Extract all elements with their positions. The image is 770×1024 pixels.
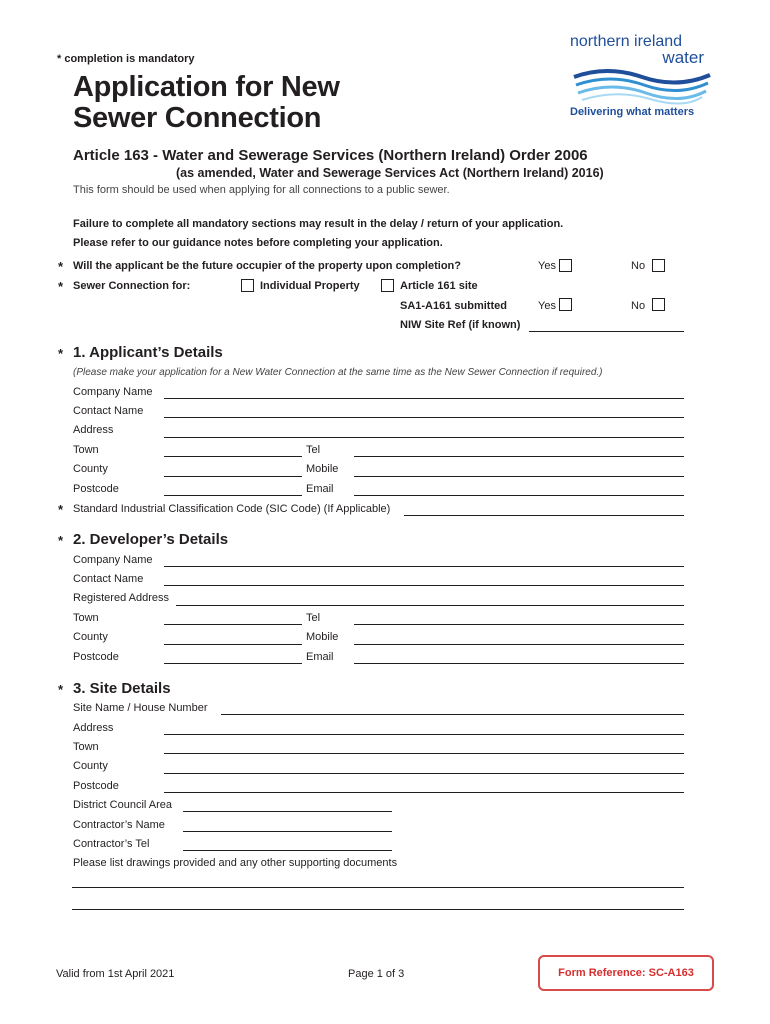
developer-county-field[interactable] — [164, 644, 302, 645]
applicant-contact-field[interactable] — [164, 417, 684, 418]
applicant-postcode-field[interactable] — [164, 495, 302, 496]
site-county-label: County — [73, 760, 108, 772]
contractor-tel-field[interactable] — [183, 850, 392, 851]
applicant-company-field[interactable] — [164, 398, 684, 399]
logo-line-1: northern ireland — [570, 33, 683, 50]
warning-text-2: Please refer to our guidance notes before completing your application. — [73, 237, 443, 249]
applicant-address-label: Address — [73, 424, 114, 436]
individual-property-label: Individual Property — [260, 280, 360, 292]
developer-mobile-field[interactable] — [354, 644, 684, 645]
niw-ref-field[interactable] — [529, 331, 684, 332]
developer-tel-field[interactable] — [354, 624, 684, 625]
article-heading: Article 163 - Water and Sewerage Services (Northern Ireland) Order 2006 — [73, 147, 588, 164]
applicant-email-label: Email — [306, 483, 334, 495]
applicant-email-field[interactable] — [354, 495, 684, 496]
drawings-field-line-1[interactable] — [72, 887, 684, 888]
developer-tel-label: Tel — [306, 612, 321, 624]
article-161-checkbox[interactable] — [381, 279, 394, 292]
sa1-yes-checkbox[interactable] — [559, 298, 572, 311]
mandatory-note: * completion is mandatory — [57, 53, 195, 65]
mandatory-star: * — [58, 502, 64, 517]
occupier-no-label: No — [631, 260, 646, 272]
form-reference-box — [538, 955, 714, 991]
applicant-mobile-field[interactable] — [354, 476, 684, 477]
sic-label: Standard Industrial Classification Code (SIC Code) (If Applicable) — [73, 503, 391, 515]
applicant-county-field[interactable] — [164, 476, 302, 477]
drawings-field-line-2[interactable] — [72, 909, 684, 910]
developer-mobile-label: Mobile — [306, 631, 339, 643]
title-line-1: Application for New — [73, 71, 340, 103]
form-reference: Form Reference: SC-A163 — [558, 967, 694, 979]
developer-contact-field[interactable] — [164, 585, 684, 586]
title-line-2: Sewer Connection — [73, 102, 322, 134]
page-number: Page 1 of 3 — [348, 968, 405, 980]
site-town-field[interactable] — [164, 753, 684, 754]
sa1-no-label: No — [631, 300, 646, 312]
niw-ref-label: NIW Site Ref (if known) — [400, 319, 521, 331]
site-name-label: Site Name / House Number — [73, 702, 208, 714]
sic-field[interactable] — [404, 515, 684, 516]
council-label: District Council Area — [73, 799, 173, 811]
sa1-yes-label: Yes — [538, 300, 556, 312]
section-3-title: 3. Site Details — [73, 680, 171, 697]
developer-town-label: Town — [73, 612, 99, 624]
developer-contact-label: Contact Name — [73, 573, 144, 585]
occupier-no-checkbox[interactable] — [652, 259, 665, 272]
ni-water-logo — [566, 33, 716, 123]
developer-email-field[interactable] — [354, 663, 684, 664]
applicant-tel-label: Tel — [306, 444, 321, 456]
site-address-field[interactable] — [164, 734, 684, 735]
applicant-mobile-label: Mobile — [306, 463, 339, 475]
contractor-tel-label: Contractor’s Tel — [73, 838, 150, 850]
site-postcode-label: Postcode — [73, 780, 119, 792]
section-2-title: 2. Developer’s Details — [73, 531, 229, 548]
developer-company-field[interactable] — [164, 566, 684, 567]
developer-postcode-label: Postcode — [73, 651, 119, 663]
logo-line-2: water — [662, 48, 704, 67]
sa1-no-checkbox[interactable] — [652, 298, 665, 311]
applicant-town-field[interactable] — [164, 456, 302, 457]
individual-property-checkbox[interactable] — [241, 279, 254, 292]
mandatory-star: * — [58, 346, 64, 361]
developer-postcode-field[interactable] — [164, 663, 302, 664]
applicant-contact-label: Contact Name — [73, 405, 144, 417]
sa1-label: SA1-A161 submitted — [400, 300, 507, 312]
applicant-town-label: Town — [73, 444, 99, 456]
article-161-label: Article 161 site — [400, 280, 478, 292]
page-title — [73, 72, 340, 134]
sewer-for-label: Sewer Connection for: — [73, 280, 191, 292]
mandatory-star: * — [58, 259, 64, 274]
mandatory-star: * — [58, 682, 64, 697]
contractor-name-field[interactable] — [183, 831, 392, 832]
mandatory-star: * — [58, 279, 64, 294]
developer-town-field[interactable] — [164, 624, 302, 625]
developer-email-label: Email — [306, 651, 334, 663]
council-field[interactable] — [183, 811, 392, 812]
developer-county-label: County — [73, 631, 108, 643]
wave-icon — [572, 67, 712, 105]
site-county-field[interactable] — [164, 773, 684, 774]
developer-address-field[interactable] — [176, 605, 684, 606]
logo-tagline: Delivering what matters — [570, 106, 695, 118]
drawings-label: Please list drawings provided and any other supporting documents — [73, 857, 398, 869]
warning-text-1: Failure to complete all mandatory sections may result in the delay / return of your application. — [73, 218, 564, 230]
section-1-note: (Please make your application for a New Water Connection at the same time as the New Sewer Connection if required.) — [73, 367, 603, 378]
occupier-yes-checkbox[interactable] — [559, 259, 572, 272]
applicant-postcode-label: Postcode — [73, 483, 119, 495]
applicant-address-field[interactable] — [164, 437, 684, 438]
developer-address-label: Registered Address — [73, 592, 169, 604]
intro-text: This form should be used when applying for all connections to a public sewer. — [73, 184, 450, 196]
section-1-title: 1. Applicant’s Details — [73, 344, 223, 361]
occupier-question: Will the applicant be the future occupier of the property upon completion? — [73, 260, 461, 272]
applicant-tel-field[interactable] — [354, 456, 684, 457]
contractor-name-label: Contractor’s Name — [73, 819, 165, 831]
developer-company-label: Company Name — [73, 554, 153, 566]
applicant-company-label: Company Name — [73, 386, 153, 398]
applicant-county-label: County — [73, 463, 108, 475]
occupier-yes-label: Yes — [538, 260, 556, 272]
mandatory-star: * — [58, 533, 64, 548]
site-address-label: Address — [73, 722, 114, 734]
site-town-label: Town — [73, 741, 99, 753]
site-name-field[interactable] — [221, 714, 684, 715]
site-postcode-field[interactable] — [164, 792, 684, 793]
amended-heading: (as amended, Water and Sewerage Services Act (Northern Ireland) 2016) — [176, 166, 604, 180]
valid-from: Valid from 1st April 2021 — [56, 968, 175, 980]
